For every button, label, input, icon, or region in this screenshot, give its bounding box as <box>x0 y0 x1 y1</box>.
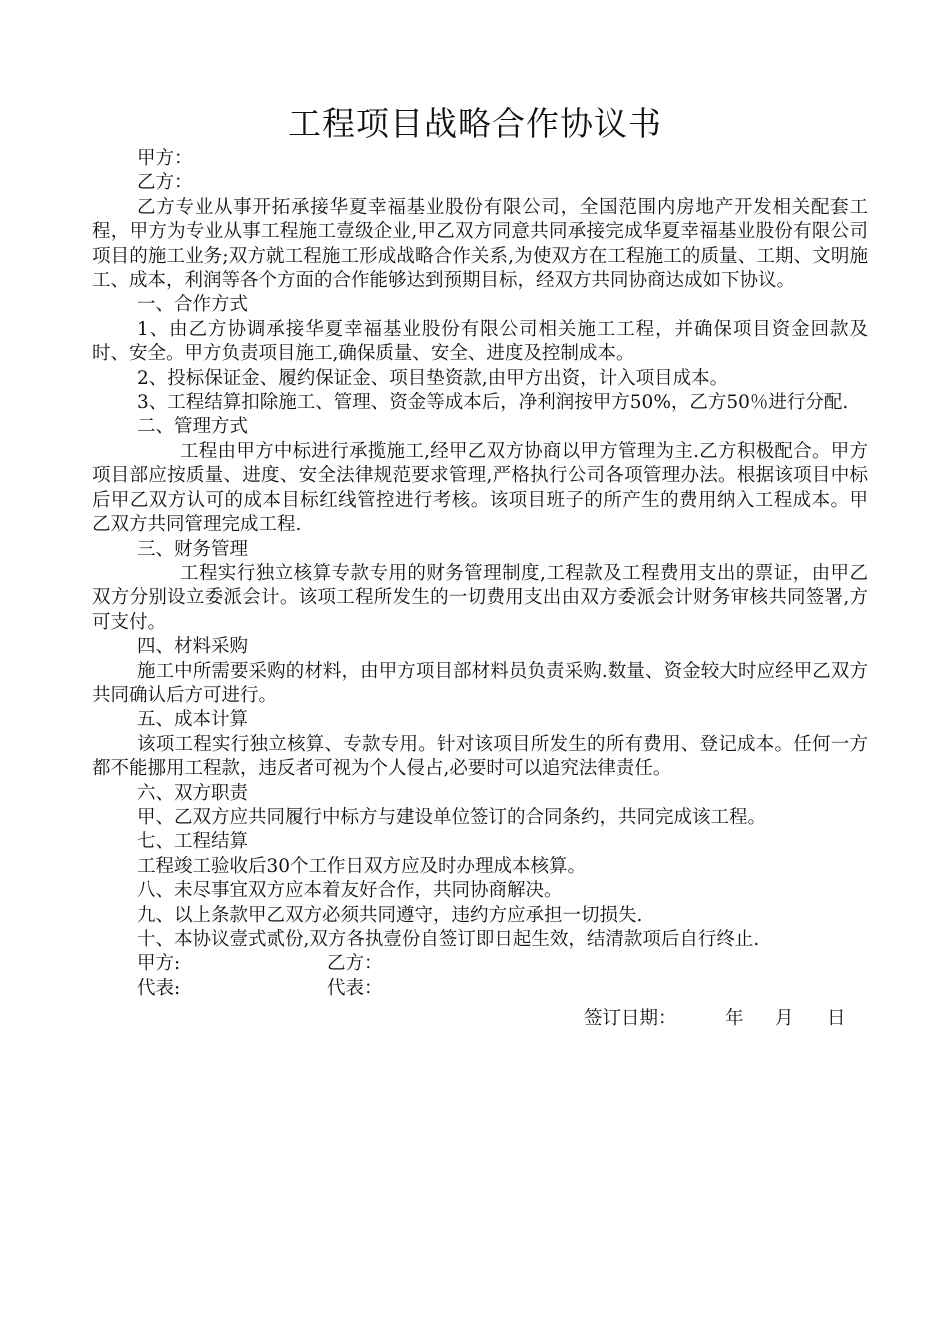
section-8-line: 八、未尽事宜双方应本着友好合作，共同协商解决。 <box>137 880 563 902</box>
section-3-paragraph: 工程实行独立核算专款专用的财务管理制度,工程款及工程费用支出的票证，由甲乙双方分别设立委派会计。该项工程所发生的一切费用支出由双方委派会计财务审核共同签署,方可支付。 <box>92 562 868 633</box>
signing-date-day: 日 <box>827 1008 846 1030</box>
section-5-heading: 五、成本计算 <box>137 709 249 731</box>
representative-a: 代表: <box>137 977 181 999</box>
section-4-heading: 四、材料采购 <box>137 636 249 658</box>
intro-paragraph: 乙方专业从事开拓承接华夏幸福基业股份有限公司，全国范围内房地产开发相关配套工程，甲方为专业从事工程施工壹级企业,甲乙双方同意共同承接完成华夏幸福基业股份有限公司项目的施工业务;双方就工程施工形成战略合作关系,为使双方在工程施工的质量、工期、文明施工、成本，利润等各个方面的合作能够达到预期目标，经双方共同协商达成如下协议。 <box>92 196 868 292</box>
section-6-heading: 六、双方职责 <box>137 782 249 804</box>
section-1-item-3: 3、工程结算扣除施工、管理、资金等成本后，净利润按甲方50%，乙方50％进行分配. <box>137 392 849 414</box>
section-6-paragraph: 甲、乙双方应共同履行中标方与建设单位签订的合同条约，共同完成该工程。 <box>137 806 767 828</box>
section-7-heading: 七、工程结算 <box>137 831 249 853</box>
signature-representatives-row <box>92 977 868 1001</box>
section-10-line: 十、本协议壹式贰份,双方各执壹份自签订即日起生效，结清款项后自行终止. <box>137 929 760 950</box>
section-4-paragraph: 施工中所需要采购的材料，由甲方项目部材料员负责采购.数量、资金较大时应经甲乙双方共同确认后方可进行。 <box>92 660 868 706</box>
section-3-heading: 三、财务管理 <box>137 538 249 560</box>
representative-b: 代表： <box>327 977 383 999</box>
signing-date-label: 签订日期： <box>584 1008 677 1030</box>
document-body <box>92 147 868 1037</box>
section-1-heading: 一、合作方式 <box>137 294 249 316</box>
section-1-item-2: 2、投标保证金、履约保证金、项目垫资款,由甲方出资，计入项目成本。 <box>137 367 729 389</box>
document-title: 工程项目战略合作协议书 <box>288 104 662 143</box>
section-2-heading: 二、管理方式 <box>137 416 249 438</box>
party-a-line: 甲方： <box>137 148 193 169</box>
section-9-line: 九、以上条款甲乙双方必须共同遵守，违约方应承担一切损失. <box>137 904 643 926</box>
signature-party-b: 乙方： <box>327 953 383 975</box>
section-1-item-1: 1、由乙方协调承接华夏幸福基业股份有限公司相关施工工程，并确保项目资金回款及时、安全。甲方负责项目施工,确保质量、安全、进度及控制成本。 <box>92 318 868 365</box>
section-5-paragraph: 该项工程实行独立核算、专款专用。针对该项目所发生的所有费用、登记成本。任何一方都不能挪用工程款，违反者可视为个人侵占,必要时可以追究法律责任。 <box>92 733 868 780</box>
signing-date-row <box>92 1007 868 1037</box>
signature-party-a: 甲方: <box>137 953 181 975</box>
section-2-paragraph: 工程由甲方中标进行承揽施工,经甲乙双方协商以甲方管理为主.乙方积极配合。甲方项目部应按质量、进度、安全法律规范要求管理,严格执行公司各项管理办法。根据该项目中标后甲乙双方认可的成本目标红线管控进行考核。该项目班子的所产生的费用纳入工程成本。甲乙双方共同管理完成工程. <box>92 440 868 536</box>
party-b-line: 乙方： <box>137 172 193 194</box>
signing-date-month: 月 <box>775 1008 794 1030</box>
signing-date-year: 年 <box>725 1008 744 1030</box>
section-7-paragraph: 工程竣工验收后30个工作日双方应及时办理成本核算。 <box>137 855 587 877</box>
signature-parties-row <box>92 952 868 976</box>
